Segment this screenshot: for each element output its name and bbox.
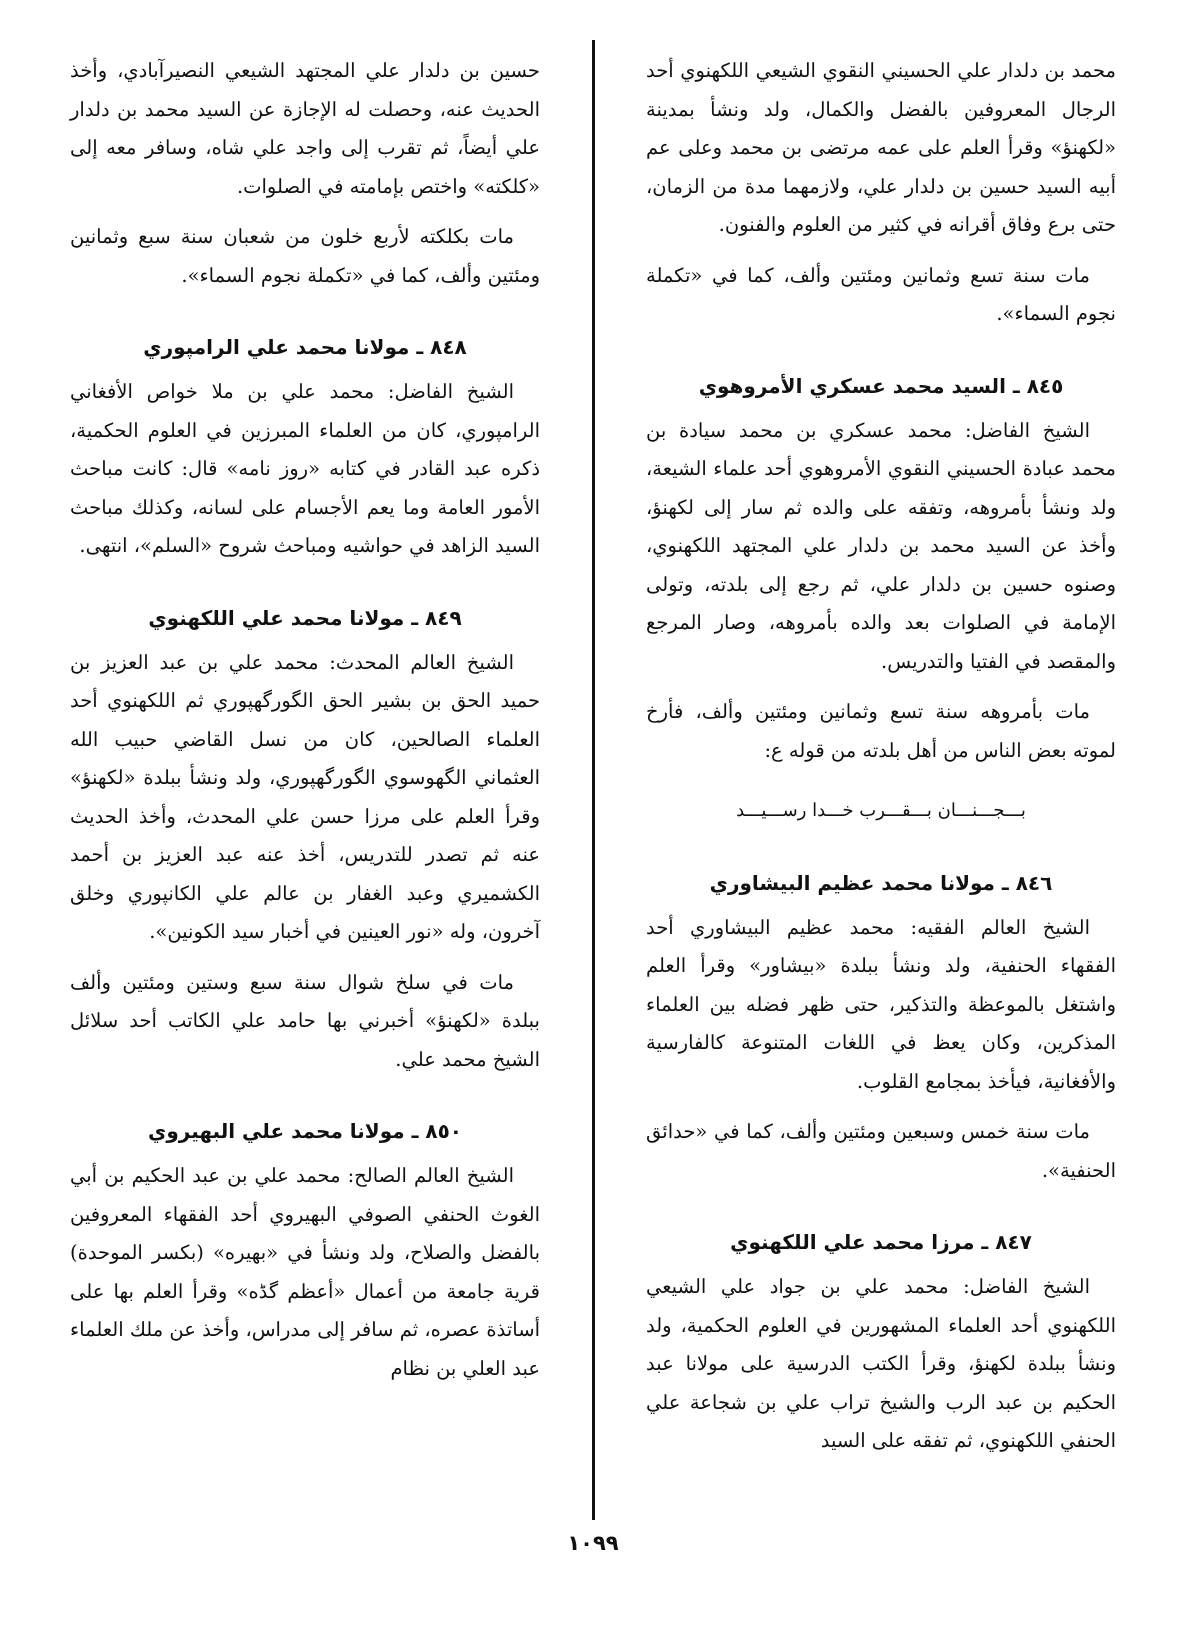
left-column — [70, 52, 540, 1400]
entry-846-death-paragraph: مات سنة خمس وسبعين ومئتين وألف، كما في «حدائق الحنفية». — [646, 1120, 1116, 1182]
entry-847-death-paragraph: مات بكلكته لأربع خلون من شعبان سنة سبع وثمانين ومئتين وألف، كما في «تكملة نجوم السماء». — [70, 225, 540, 287]
column-divider — [592, 40, 595, 1520]
entry-850-biography: الشيخ العالم الصالح: محمد علي بن عبد الحكيم بن أبي الغوث الحنفي الصوفي البهيروي أحد الفقهاء المعروفين بالفضل والصلاح، ولد ونشأ في «بهيره» (بكسر الموحدة) قرية جامعة من أعمال «أعظم گڈه» وقرأ العلم بها على أساتذة عصره، ثم سافر إلى مدراس، وأخذ عن ملك العلماء عبد العلي بن نظام — [70, 1164, 540, 1380]
page-number: ١٠٩٩ — [567, 1531, 619, 1555]
entry-844-death-paragraph: مات سنة تسع وثمانين ومئتين وألف، كما في «تكملة نجوم السماء». — [646, 263, 1116, 325]
entry-845-heading: ٨٤٥ ـ السيد محمد عسكري الأمروهوي — [698, 373, 1064, 398]
entry-846-biography: الشيخ العالم الفقيه: محمد عظيم البيشاوري أحد الفقهاء الحنفية، ولد ونشأ ببلدة «بيشاور» وقرأ العلم واشتغل بالموعظة والتذكير، حتى ظهر فضله بين العلماء المذكرين، وكان يعظ في اللغات المتنوعة كالفارسية والأفغانية، فيأخذ بمجامع القلوب. — [646, 915, 1116, 1093]
entry-845-biography: الشيخ الفاضل: محمد عسكري بن محمد سيادة بن محمد عبادة الحسيني النقوي الأمروهوي أحد علماء الشيعة، ولد ونشأ بأمروهه، وتفقه على والده ثم سار إلى لكهنؤ، وأخذ عن السيد محمد بن دلدار علي المجتهد اللكهنوي، وصنوه حسين بن دلدار علي، ثم رجع إلى بلدته، وتولى الإمامة في الصلوات بعد والده بأمروهه، وصار المرجع والمقصد في الفتيا والتدريس. — [646, 418, 1116, 673]
entry-849-heading: ٨٤٩ ـ مولانا محمد علي اللكهنوي — [148, 605, 462, 630]
entry-845-death-paragraph: مات بأمروهه سنة تسع وثمانين ومئتين وألف، فأرخ لموته بعض الناس من أهل بلدته من قوله ع: — [646, 700, 1116, 762]
entry-845-verse: بـــجـــنـــان بـــقـــرب خـــدا رســـيـــد — [736, 800, 1026, 821]
entry-849-death-paragraph: مات في سلخ شوال سنة سبع وستين ومئتين وألف ببلدة «لكهنؤ» أخبرني بها حامد علي الكاتب أحد سلائل الشيخ محمد علي. — [70, 970, 540, 1071]
entry-847-heading: ٨٤٧ ـ مرزا محمد علي اللكهنوي — [730, 1230, 1032, 1254]
entry-848-heading: ٨٤٨ ـ مولانا محمد علي الرامپوري — [143, 335, 467, 359]
right-column — [646, 52, 1116, 1473]
entry-847-biography: الشيخ الفاضل: محمد علي بن جواد علي الشيعي اللكهنوي أحد العلماء المشهورين في العلوم الحكمية، ولد ونشأ ببلدة لكهنؤ، وقرأ الكتب الدرسية على مولانا عبد الحكيم بن عبد الرب والشيخ تراب علي بن شجاعة علي الحنفي اللكهنوي، ثم تفقه على السيد — [646, 1275, 1116, 1452]
entry-849-biography: الشيخ العالم المحدث: محمد علي بن عبد العزيز بن حميد الحق بن بشير الحق الگورگهپوري ثم اللكهنوي أحد العلماء الصالحين، كان من نسل القاضي حبيب الله العثماني الگهوسوي الگورگهپوري، ولد ونشأ ببلدة «لكهنؤ» وقرأ العلم على مرزا حسن علي المحدث، وأخذ الحديث عنه ثم تصدر للتدريس، أخذ عنه عبد العزيز بن أحمد الكشميري وعبد الغفار بن عالم علي الكانپوري وخلق آخرون، وله «نور العينين في أخبار سيد الكونين». — [70, 650, 540, 943]
entry-844-continued-paragraph: محمد بن دلدار علي الحسيني النقوي الشيعي اللكهنوي أحد الرجال المعروفين بالفضل والكمال، ولد ونشأ بمدينة «لكهنؤ» وقرأ العلم على عمه مرتضى بن محمد وعلى عم أبيه السيد حسين بن دلدار علي، ولازمهما مدة من الزمان، حتى برع وفاق أقرانه في كثير من العلوم والفنون. — [646, 59, 1116, 236]
entry-848-biography: الشيخ الفاضل: محمد علي بن ملا خواص الأفغاني الرامپوري، كان من العلماء المبرزين في العلوم الحكمية، ذكره عبد القادر في كتابه «روز نامه» قال: كانت مباحث الأمور العامة وما يعم الأجسام على لسانه، وكذلك مباحث السيد الزاهد في حواشيه ومباحث شروح «السلم»، انتهى. — [70, 380, 540, 557]
entry-850-heading: ٨٥٠ ـ مولانا محمد علي البهيروي — [147, 1119, 463, 1143]
entry-846-heading: ٨٤٦ ـ مولانا محمد عظيم البيشاوري — [709, 870, 1053, 895]
entry-847-continued-paragraph: حسين بن دلدار علي المجتهد الشيعي النصيرآبادي، وأخذ الحديث عنه، وحصلت له الإجازة عن السيد محمد بن دلدار علي أيضاً، ثم تقرب إلى واجد علي شاه، وسافر معه إلى «كلكته» واختص بإمامته في الصلوات. — [70, 59, 540, 198]
